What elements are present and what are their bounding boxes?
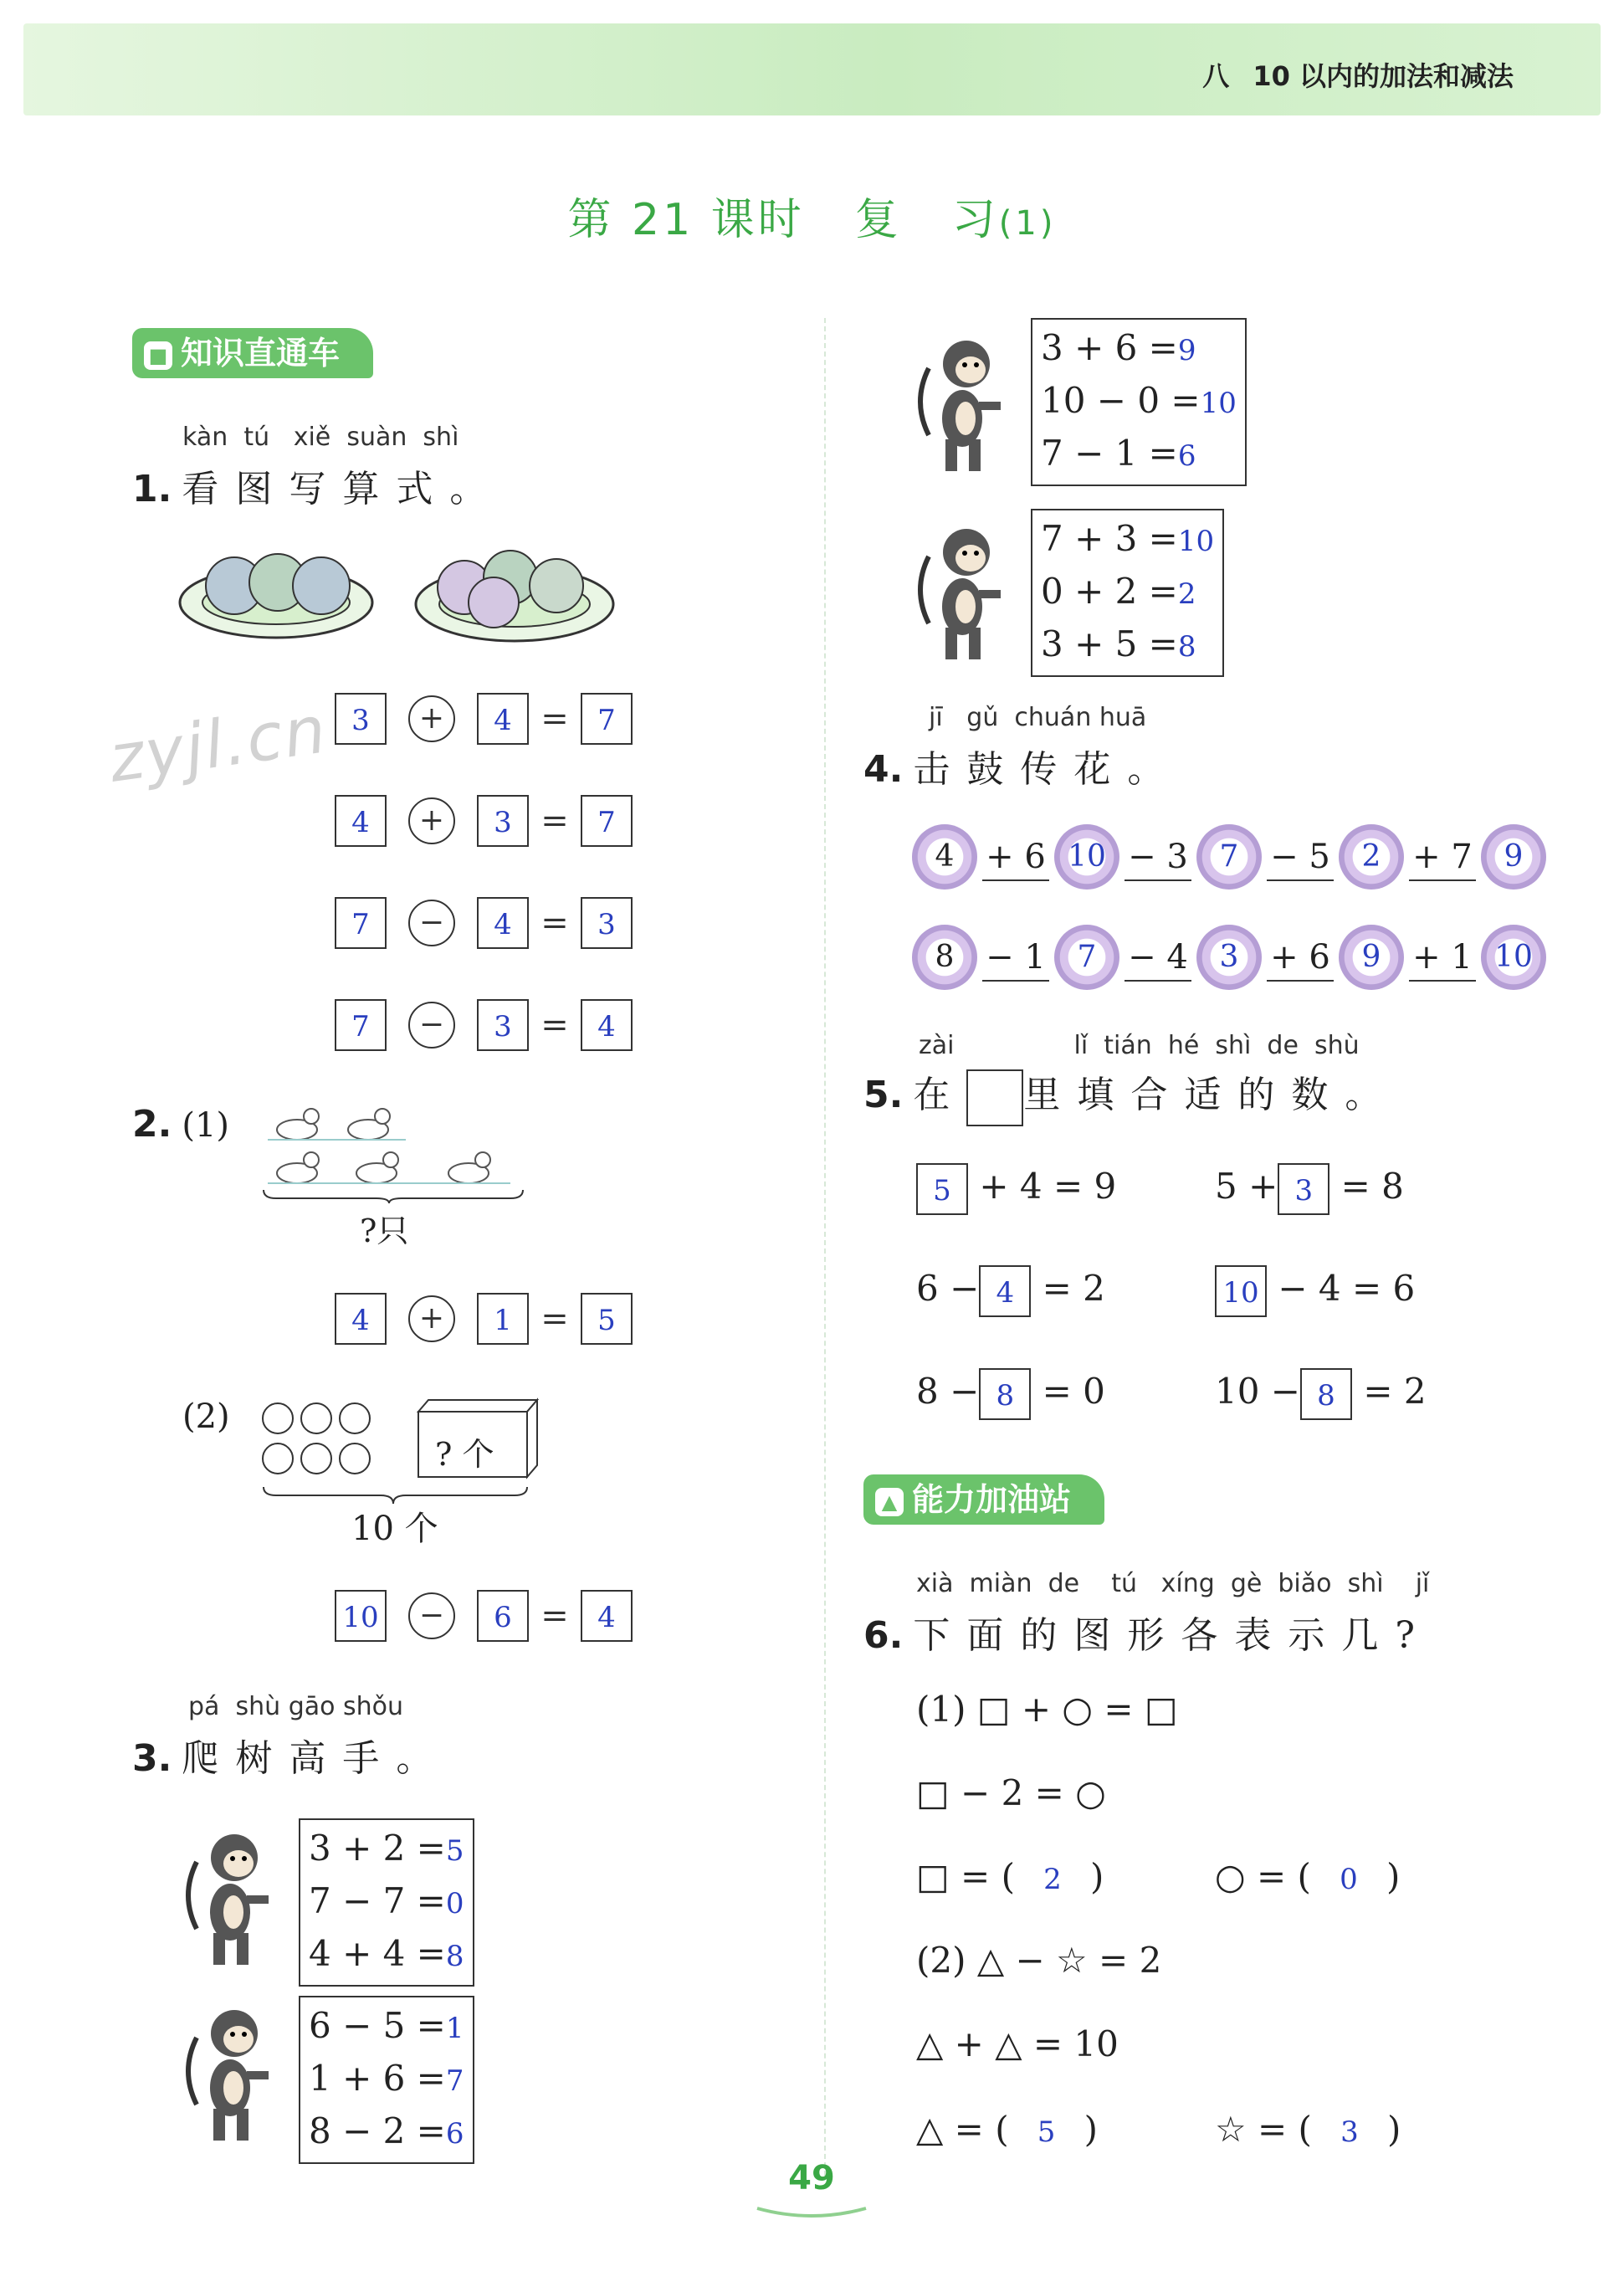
tree-expression: 4 + 4 =	[309, 1933, 446, 1974]
chain-operation: + 7	[1404, 838, 1481, 876]
answer-box[interactable]: 5	[916, 1163, 968, 1215]
equation-row	[335, 795, 633, 897]
q1-number: 1.	[132, 468, 172, 510]
tree-box	[1031, 318, 1247, 486]
q2-part1-label: ?只	[360, 1213, 409, 1249]
tree-answer[interactable]: 5	[445, 1834, 464, 1868]
answer-box[interactable]: 4	[335, 1293, 387, 1345]
section-tag-label: 知识直通车	[181, 335, 341, 372]
q2-equation-2	[335, 1590, 633, 1642]
tree-answer[interactable]: 8	[445, 1940, 464, 1973]
fill-item	[916, 1265, 1105, 1317]
answer-box[interactable]: 4	[477, 897, 529, 949]
fill-item	[1215, 1163, 1404, 1215]
flower-answer[interactable]: 3	[1196, 925, 1262, 990]
q1-text: 看图写算式。	[182, 468, 504, 510]
q5-pinyin: zài lǐ tián hé shì de shù	[919, 1031, 1360, 1060]
equals-sign: =	[540, 802, 569, 840]
tree-row	[1041, 567, 1214, 619]
title-lesson: 第 21 课时	[567, 195, 805, 245]
duck-icon	[448, 1152, 490, 1183]
close-paren: )	[1089, 1856, 1104, 1897]
q4-text: 击鼓传花。	[913, 748, 1181, 791]
fill-item	[1215, 1265, 1415, 1317]
shape-equation: □ − 2 = ○	[916, 1772, 1106, 1813]
q6-part1-eq1	[916, 1689, 1178, 1730]
tree-row	[1041, 323, 1237, 376]
train-icon: ■	[144, 341, 172, 370]
flower-answer[interactable]: 9	[1339, 925, 1404, 990]
answer-box[interactable]: 8	[1300, 1368, 1352, 1420]
title-topic-b: 习	[951, 195, 999, 245]
watermark: zyjl.cn	[105, 692, 332, 797]
fill-post: + 4 = 9	[979, 1166, 1117, 1207]
duck-icon	[277, 1109, 319, 1140]
flower-answer[interactable]: 2	[1339, 824, 1404, 890]
fill-post: = 0	[1042, 1371, 1105, 1412]
fill-item	[916, 1163, 1116, 1215]
q6-part1-answer1	[916, 1856, 1104, 1897]
q2-part2-label: 10 个	[351, 1510, 438, 1548]
q2-part2: (2)	[182, 1397, 230, 1436]
q6-part1-answer2	[1215, 1856, 1400, 1897]
title-part: (1)	[998, 204, 1057, 243]
equals-sign: =	[540, 904, 569, 942]
equals-sign: =	[540, 1006, 569, 1044]
answer-box[interactable]: 4	[335, 795, 387, 847]
q2-equation-1	[335, 1293, 633, 1345]
shape-answer-label: △ = (	[916, 2109, 1009, 2150]
shape-answer[interactable]: 0	[1340, 1863, 1358, 1896]
answer-box[interactable]: 7	[581, 795, 633, 847]
answer-box[interactable]: 7	[335, 999, 387, 1051]
flower-answer[interactable]: 10	[1481, 925, 1546, 990]
chain-operation: + 6	[977, 838, 1054, 876]
q6-number: 6.	[863, 1614, 904, 1657]
tree-answer[interactable]: 10	[1177, 525, 1215, 558]
q1-equations	[335, 693, 633, 1101]
shape-answer[interactable]: 3	[1340, 2115, 1359, 2149]
tree-expression: 0 + 2 =	[1041, 571, 1178, 612]
answer-box[interactable]: 10	[335, 1590, 387, 1642]
close-paren: )	[1386, 1856, 1401, 1897]
page-number-decoration	[753, 2205, 870, 2220]
q3-number: 3.	[132, 1737, 172, 1780]
tree-row	[309, 1876, 464, 1929]
section-tag-ability	[863, 1474, 1104, 1525]
tree-answer[interactable]: 7	[445, 2064, 464, 2098]
shape-equation: △ + △ = 10	[916, 2023, 1119, 2064]
chapter-mark: 八	[1202, 60, 1230, 92]
operator-circle[interactable]: +	[408, 1295, 455, 1342]
flower-answer[interactable]: 7	[1196, 824, 1262, 890]
operator-circle[interactable]: −	[408, 1002, 455, 1049]
fill-post: − 4 = 6	[1278, 1268, 1416, 1309]
fill-item	[916, 1368, 1105, 1420]
flower-chain-2	[912, 925, 1546, 990]
tree-answer[interactable]: 8	[1177, 630, 1196, 664]
flower-chain-1	[912, 824, 1546, 890]
q6-part1-label: (1)	[916, 1689, 966, 1730]
q5-number: 5.	[863, 1074, 904, 1116]
operator-circle[interactable]: +	[408, 695, 455, 742]
answer-box[interactable]: 8	[979, 1368, 1031, 1420]
tree-answer[interactable]: 9	[1177, 334, 1196, 367]
q1-prompt	[132, 459, 503, 512]
tree-row	[1041, 514, 1214, 567]
equation-row	[335, 693, 633, 795]
fill-pre: 10 −	[1215, 1371, 1300, 1412]
answer-box[interactable]: 4	[581, 999, 633, 1051]
monkey-icon	[912, 523, 1004, 665]
flower-answer[interactable]: 7	[1054, 925, 1119, 990]
chapter-title: 10 以内的加法和减法	[1253, 60, 1514, 92]
answer-box[interactable]: 4	[979, 1265, 1031, 1317]
chain-operation: − 1	[977, 938, 1054, 977]
shape-answer-label: ☆ = (	[1215, 2109, 1312, 2150]
q3-text: 爬树高手。	[182, 1737, 450, 1780]
tree-row	[309, 2106, 464, 2159]
tree-answer[interactable]: 1	[445, 2012, 464, 2045]
answer-box[interactable]: 10	[1215, 1265, 1267, 1317]
tree-answer[interactable]: 6	[1177, 439, 1196, 473]
operator-circle[interactable]: −	[408, 1592, 455, 1639]
blank-box-icon	[966, 1069, 1023, 1126]
section-tag-label: 能力加油站	[912, 1481, 1072, 1518]
q6-prompt	[863, 1605, 1432, 1659]
tree-answer[interactable]: 0	[445, 1887, 464, 1920]
chain-operation: − 4	[1119, 938, 1196, 977]
tree-row	[1041, 428, 1237, 481]
tree-expression: 8 − 2 =	[309, 2110, 446, 2151]
monkey-icon	[912, 335, 1004, 477]
flower-answer[interactable]: 9	[1481, 824, 1546, 890]
answer-box[interactable]: 6	[477, 1590, 529, 1642]
tree-expression: 7 + 3 =	[1041, 518, 1178, 559]
flower-answer[interactable]: 10	[1054, 824, 1119, 890]
page-title	[0, 184, 1624, 247]
answer-box[interactable]: 5	[581, 1293, 633, 1345]
answer-box[interactable]: 4	[477, 693, 529, 745]
car-icon: ▲	[875, 1488, 904, 1516]
shape-equation: □ + ○ = □	[976, 1689, 1178, 1730]
tree-answer[interactable]: 2	[1177, 577, 1196, 611]
duck-icon	[356, 1152, 398, 1183]
tree-row	[309, 1929, 464, 1982]
title-topic-a: 复	[854, 195, 902, 245]
column-divider	[824, 318, 826, 2176]
tree-answer[interactable]: 10	[1200, 387, 1237, 420]
monkey-icon	[180, 2004, 272, 2146]
q5-prompt	[863, 1064, 1398, 1126]
fill-pre: 5 +	[1215, 1166, 1278, 1207]
tree-expression: 3 + 5 =	[1041, 623, 1178, 664]
q4-pinyin: jī gǔ chuán huā	[929, 703, 1147, 732]
answer-box[interactable]: 3	[335, 693, 387, 745]
tree-row	[1041, 619, 1214, 672]
mystery-box-label: ? 个	[435, 1436, 494, 1473]
q1-pinyin: kàn tú xiě suàn shì	[182, 423, 459, 452]
tree-expression: 3 + 6 =	[1041, 327, 1178, 368]
close-paren: )	[1084, 2109, 1098, 2150]
shape-equation: △ − ☆ = 2	[976, 1940, 1162, 1981]
answer-box[interactable]: 3	[477, 795, 529, 847]
tree-row	[309, 2054, 464, 2106]
q2-part1: (1)	[182, 1106, 230, 1145]
tree-row	[309, 1823, 464, 1876]
answer-box[interactable]: 3	[581, 897, 633, 949]
q6-part2-eq1	[916, 1940, 1161, 1981]
tree-row	[1041, 376, 1237, 428]
fill-post: = 2	[1363, 1371, 1427, 1412]
equation-row	[335, 897, 633, 999]
tree-expression: 6 − 5 =	[309, 2005, 446, 2046]
tree-box	[299, 1818, 474, 1987]
q6-text: 下面的图形各表示几?	[913, 1614, 1432, 1657]
plate-left	[180, 554, 372, 638]
q2-number: 2.	[132, 1103, 172, 1146]
chain-operation: − 5	[1262, 838, 1339, 876]
section-tag-knowledge	[132, 328, 373, 378]
fill-pre: 6 −	[916, 1268, 980, 1309]
tree-expression: 7 − 1 =	[1041, 433, 1178, 474]
answer-box[interactable]: 7	[581, 693, 633, 745]
ducks-illustration	[259, 1096, 535, 1205]
shape-answer[interactable]: 5	[1037, 2115, 1056, 2149]
tree-answer[interactable]: 6	[445, 2117, 464, 2151]
chain-operation: + 1	[1404, 938, 1481, 977]
shape-answer[interactable]: 2	[1043, 1863, 1062, 1896]
operator-circle[interactable]: +	[408, 797, 455, 844]
q6-part2-label: (2)	[916, 1940, 966, 1981]
chapter-heading	[1202, 55, 1514, 94]
q5-post: 里填合适的数。	[1023, 1074, 1399, 1116]
monkey-icon	[180, 1828, 272, 1971]
q4-number: 4.	[863, 748, 904, 791]
chain-operation: + 6	[1262, 938, 1339, 977]
shape-answer-label: ○ = (	[1215, 1856, 1311, 1897]
equation-row	[335, 999, 633, 1101]
tree-expression: 7 − 7 =	[309, 1880, 446, 1921]
answer-box[interactable]: 7	[335, 897, 387, 949]
answer-box[interactable]: 3	[1278, 1163, 1329, 1215]
fill-post: = 8	[1340, 1166, 1404, 1207]
shape-answer-label: □ = (	[916, 1856, 1015, 1897]
tree-expression: 3 + 2 =	[309, 1828, 446, 1869]
tree-box	[299, 1996, 474, 2164]
operator-circle[interactable]: −	[408, 900, 455, 946]
circles-and-box-illustration	[251, 1393, 544, 1510]
chain-operation: − 3	[1119, 838, 1196, 876]
q6-part2-answer2	[1215, 2109, 1401, 2150]
duck-icon	[277, 1152, 319, 1183]
flower-start: 8	[912, 925, 977, 990]
tree-expression: 10 − 0 =	[1041, 380, 1201, 421]
tree-expression: 1 + 6 =	[309, 2058, 446, 2099]
q5-pre: 在	[913, 1074, 967, 1116]
q2-prompt	[132, 1103, 229, 1146]
duck-icon	[348, 1109, 390, 1140]
equals-sign: =	[540, 1300, 569, 1338]
q3-prompt	[132, 1728, 449, 1782]
q3-pinyin: pá shù gāo shǒu	[188, 1692, 404, 1721]
flower-start: 4	[912, 824, 977, 890]
fill-pre: 8 −	[916, 1371, 980, 1412]
q4-prompt	[863, 739, 1181, 792]
equals-sign: =	[540, 700, 569, 738]
answer-box[interactable]: 4	[581, 1590, 633, 1642]
close-paren: )	[1386, 2109, 1401, 2150]
tree-row	[309, 2001, 464, 2054]
tree-box	[1031, 509, 1224, 677]
plate-right	[416, 551, 613, 641]
answer-box[interactable]: 1	[477, 1293, 529, 1345]
equals-sign: =	[540, 1597, 569, 1635]
apple-plates-illustration	[176, 544, 628, 653]
q6-part2-answer1	[916, 2109, 1098, 2150]
fill-item	[1215, 1368, 1427, 1420]
fill-post: = 2	[1042, 1268, 1105, 1309]
q6-pinyin: xià miàn de tú xíng gè biǎo shì jǐ	[916, 1569, 1430, 1598]
page-number: 49	[788, 2159, 835, 2197]
answer-box[interactable]: 3	[477, 999, 529, 1051]
